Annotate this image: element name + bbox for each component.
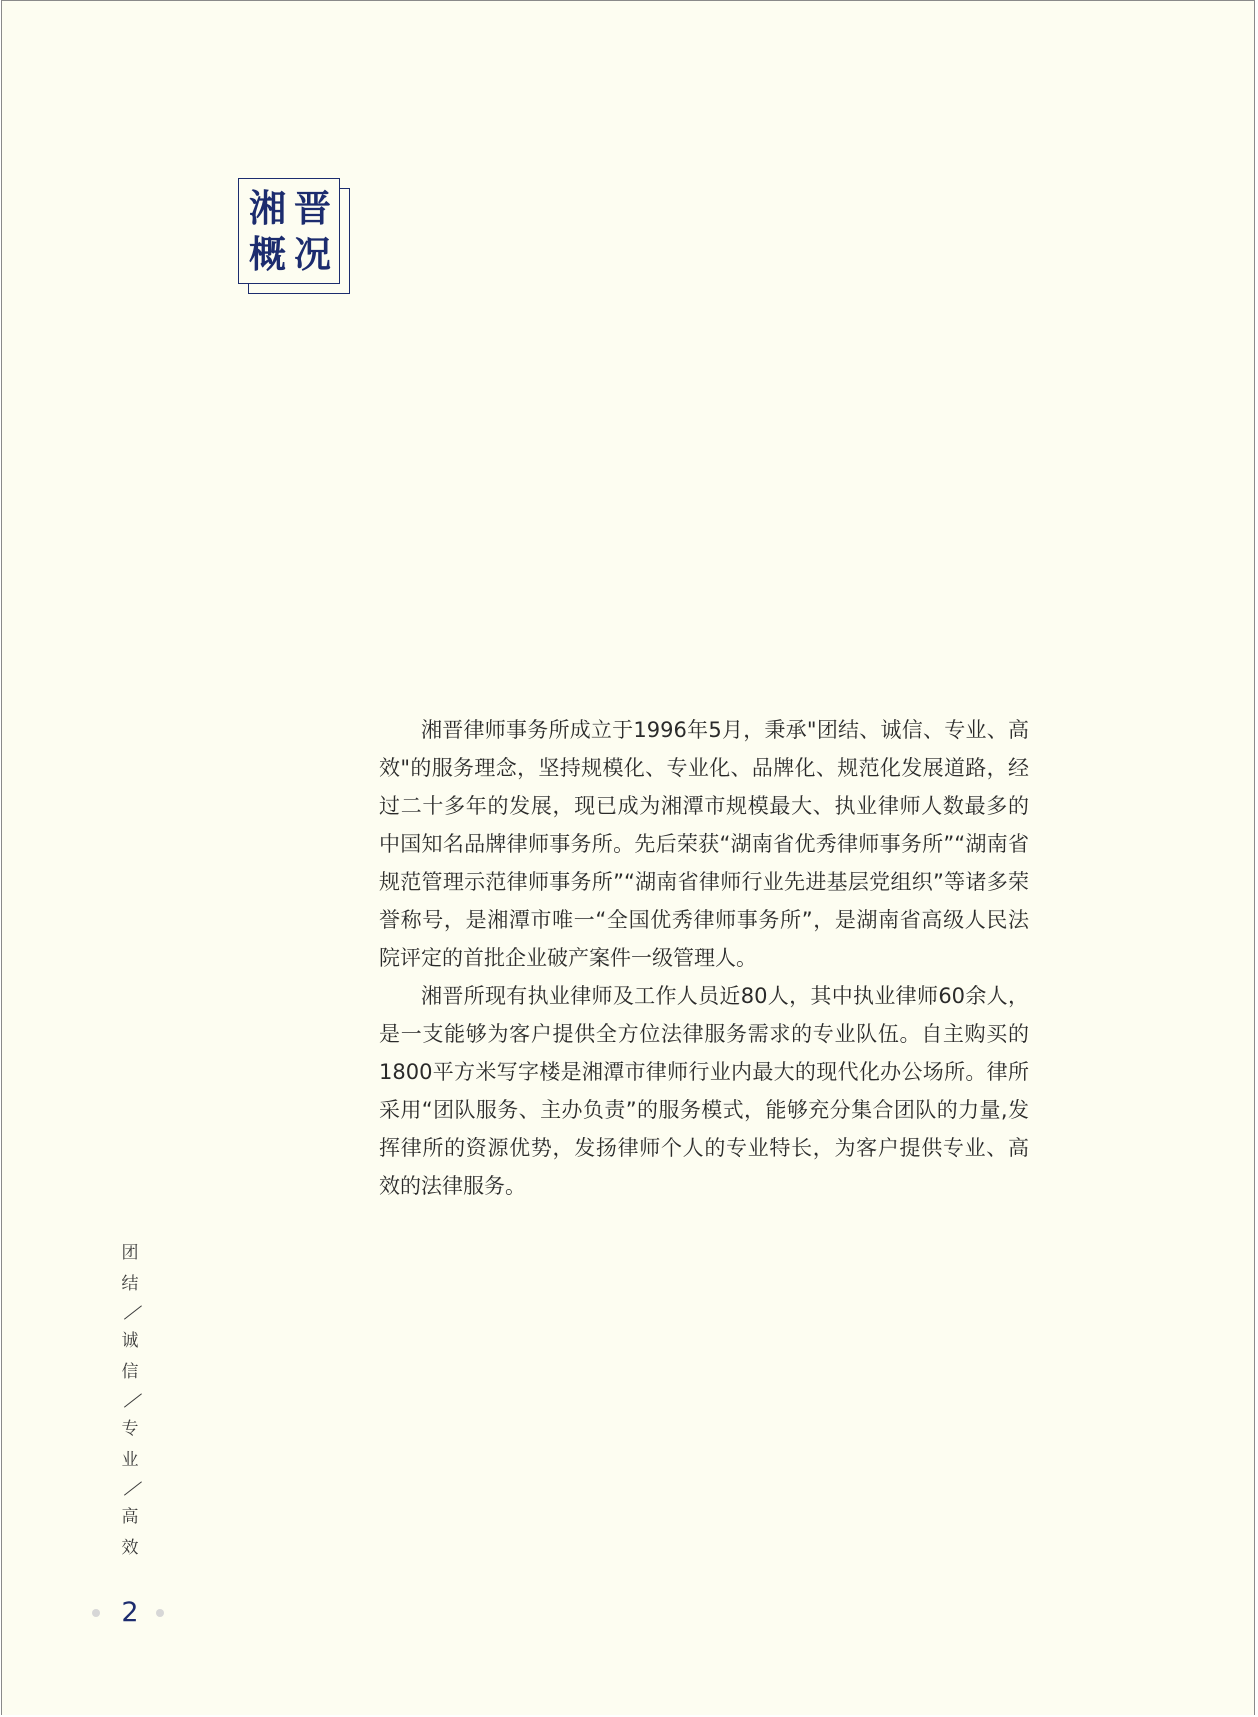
motto-char: 诚 (121, 1331, 139, 1351)
title-char: 概 (249, 231, 286, 276)
title-frame (238, 178, 340, 284)
page-number: 2 (121, 1597, 139, 1628)
body-text (379, 711, 1029, 1205)
motto-char: 专 (121, 1419, 139, 1439)
section-title-seal (238, 178, 340, 284)
motto-char: 信 (121, 1362, 139, 1382)
title-char: 晋 (294, 185, 331, 230)
motto-char: 团 (121, 1243, 139, 1263)
motto-char: 业 (121, 1450, 139, 1470)
motto-divider (110, 1388, 150, 1414)
page (1, 0, 1255, 1715)
motto-char: 高 (121, 1507, 139, 1527)
motto-char: 效 (121, 1538, 139, 1558)
paragraph-2: 湘晋所现有执业律师及工作人员近80人，其中执业律师60余人，是一支能够为客户提供全方位法律服务需求的专业队伍。自主购买的1800平方米写字楼是湘潭市律师行业内最大的现代化办公场所。律所采用“团队服务、主办负责”的服务模式，能够充分集合团队的力量,发挥律所的资源优势，发扬律师个人的专业特长，为客户提供专业、高效的法律服务。 (379, 984, 1029, 1198)
page-dot-right (156, 1609, 164, 1617)
motto-char: 结 (121, 1274, 139, 1294)
paragraph-1: 湘晋律师事务所成立于1996年5月，秉承"团结、诚信、专业、高效"的服务理念，坚持规模化、专业化、品牌化、规范化发展道路，经过二十多年的发展，现已成为湘潭市规模最大、执业律师人数最多的中国知名品牌律师事务所。先后荣获“湖南省优秀律师事务所”“湖南省规范管理示范律师事务所”“湖南省律师行业先进基层党组织”等诸多荣誉称号，是湘潭市唯一“全国优秀律师事务所”，是湖南省高级人民法院评定的首批企业破产案件一级管理人。 (379, 718, 1029, 970)
title-char: 湘 (249, 185, 286, 230)
vertical-motto (110, 1238, 150, 1564)
title-char: 况 (294, 231, 331, 276)
motto-divider (110, 1300, 150, 1326)
motto-divider (110, 1476, 150, 1502)
page-dot-left (92, 1609, 100, 1617)
